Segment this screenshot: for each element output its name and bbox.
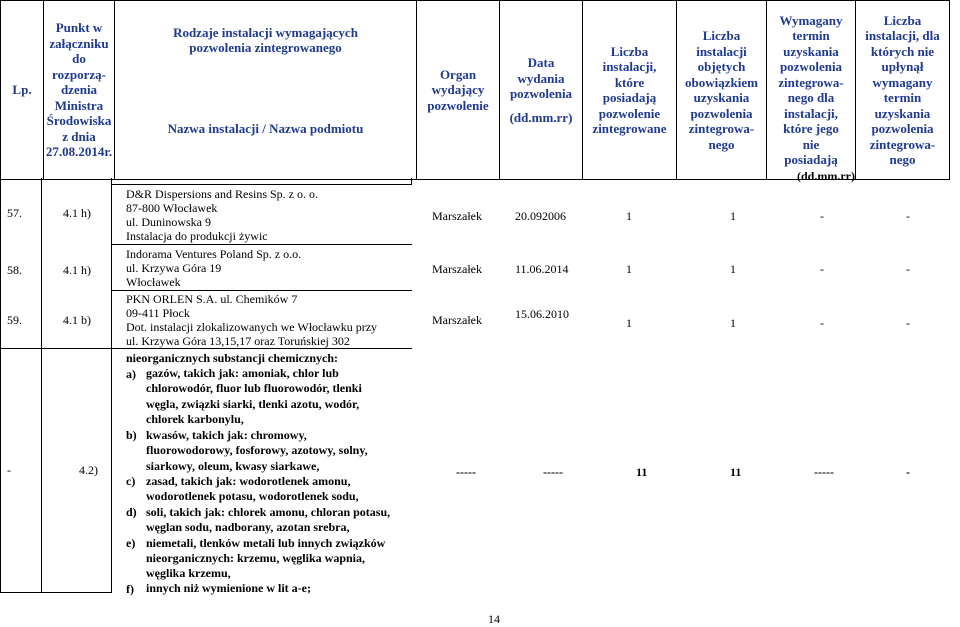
row-58-date: 11.06.2014 xyxy=(515,262,569,276)
row-58-name-1: Indorama Ventures Poland Sp. z o.o. xyxy=(126,247,302,261)
item-a-line-4: chlorek karbonylu, xyxy=(146,412,244,426)
header-nazwa: Nazwa instalacji / Nazwa podmiotu xyxy=(167,121,364,137)
row-58-lp: 58. xyxy=(7,263,22,277)
header-wymagany-termin: Wymagany termin uzyskania pozwolenia zintegrowa- nego dla instalacji, które jego nie posiadają xyxy=(767,1,856,180)
header-table xyxy=(0,0,950,180)
row-59-name-4: ul. Krzywa Góra 13,15,17 oraz Toruńskiej 302 xyxy=(126,334,350,348)
header-liczba-posiadajace: Liczba instalacji, które posiadają pozwolenie zintegrowane xyxy=(583,1,677,180)
row-58-organ: Marszałek xyxy=(432,262,482,276)
row-59-lp: 59. xyxy=(7,313,22,327)
row-divider xyxy=(111,290,412,291)
header-liczba-objete: Liczba instalacji objętych obowiązkiem uzyskania pozwolenia zintegrowa- nego xyxy=(677,1,767,180)
header-lp: Lp. xyxy=(1,1,44,180)
row-58-punkt: 4.1 h) xyxy=(63,263,91,277)
row-59-objete: 1 xyxy=(730,316,736,330)
grid-line xyxy=(0,592,112,593)
row-57-nieuplynal: - xyxy=(906,209,910,223)
page-number: 14 xyxy=(488,612,500,626)
item-b-line-1: kwasów, takich jak: chromowy, xyxy=(146,428,307,442)
item-a-line-2: chlorowodór, fluor lub fluorowodór, tlenki xyxy=(146,381,362,395)
item-letter: c) xyxy=(126,474,136,488)
category-intro: nieorganicznych substancji chemicznych: xyxy=(126,351,338,365)
category-date: ----- xyxy=(543,465,563,479)
row-divider xyxy=(111,244,412,245)
header-rodzaj xyxy=(115,1,417,180)
header-organ: Organ wydający pozwolenie xyxy=(417,1,500,180)
grid-line xyxy=(0,178,1,593)
row-57-name-1: D&R Dispersions and Resins Sp. z o. o. xyxy=(126,187,318,201)
row-57-name-4: Instalacja do produkcji żywic xyxy=(126,229,268,243)
row-59-name-1: PKN ORLEN S.A. ul. Chemików 7 xyxy=(126,292,298,306)
item-d-line-2: węglan sodu, nadborany, azotan srebra, xyxy=(146,520,350,534)
category-termin: ----- xyxy=(814,465,834,479)
category-posiadajace: 11 xyxy=(636,465,648,479)
item-letter: a) xyxy=(126,367,136,381)
category-organ: ----- xyxy=(456,465,476,479)
grid-line xyxy=(111,184,412,185)
row-57-date: 20.092006 xyxy=(515,209,566,223)
row-57-name-3: ul. Duninowska 9 xyxy=(126,215,211,229)
item-c-line-1: zasad, takich jak: wodorotlenek amonu, xyxy=(146,474,351,488)
category-objete: 11 xyxy=(730,465,742,479)
row-59-punkt: 4.1 b) xyxy=(63,313,91,327)
item-letter: e) xyxy=(126,536,136,550)
row-57-posiadajace: 1 xyxy=(626,209,632,223)
row-59-termin: - xyxy=(820,316,824,330)
grid-line xyxy=(41,178,42,593)
item-a-line-3: węgla, związki siarki, tlenki azotu, wodór, xyxy=(146,397,360,411)
row-59-name-2: 09-411 Płock xyxy=(126,306,190,320)
row-57-organ: Marszałek xyxy=(432,209,482,223)
item-d-line-1: soli, takich jak: chlorek amonu, chloran potasu, xyxy=(146,505,391,519)
row-59-posiadajace: 1 xyxy=(626,316,632,330)
item-c-line-2: wodorotlenek potasu, wodorotlenek sodu, xyxy=(146,489,359,503)
row-58-termin: - xyxy=(820,262,824,276)
row-59-organ: Marszałek xyxy=(432,313,482,327)
header-data: Data wydania pozwolenia (dd.mm.rr) xyxy=(500,1,583,180)
item-b-line-2: fluorowodorowy, fosforowy, azotowy, solny, xyxy=(146,443,368,457)
row-59-name-3: Dot. instalacji zlokalizowanych we Włocławku przy xyxy=(126,320,378,334)
header-rodzaj-title: Rodzaje instalacji wymagających pozwolenia zintegrowanego xyxy=(173,24,358,55)
row-57-name-2: 87-800 Włocławek xyxy=(126,201,218,215)
category-nieuplynal: - xyxy=(906,465,910,479)
row-58-nieuplynal: - xyxy=(906,262,910,276)
category-lp: - xyxy=(7,463,11,477)
row-57-punkt: 4.1 h) xyxy=(63,206,91,220)
row-58-posiadajace: 1 xyxy=(626,262,632,276)
row-58-objete: 1 xyxy=(730,262,736,276)
row-divider xyxy=(0,348,412,349)
item-f-line-1: innych niż wymienione w lit a-e; xyxy=(146,581,311,595)
item-e-line-1: niemetali, tlenków metali lub innych związków xyxy=(146,536,386,550)
item-letter: b) xyxy=(126,428,137,442)
row-57-lp: 57. xyxy=(7,206,22,220)
item-e-line-2: nieorganicznych: krzemu, węglika wapnia, xyxy=(146,551,365,565)
grid-line xyxy=(111,178,112,593)
row-58-name-3: Włocławek xyxy=(126,275,181,289)
row-57-termin: - xyxy=(820,209,824,223)
row-57-objete: 1 xyxy=(730,209,736,223)
header-punkt: Punkt w załączniku do rozporzą- dzenia Ministra Środowiska z dnia 27.08.2014r. xyxy=(44,1,115,180)
row-59-nieuplynal: - xyxy=(906,316,910,330)
row-59-date: 15.06.2010 xyxy=(515,307,569,321)
item-letter: d) xyxy=(126,505,137,519)
item-b-line-3: siarkowy, oleum, kwasy siarkawe, xyxy=(146,459,320,473)
item-e-line-3: węglika krzemu, xyxy=(146,566,231,580)
category-punkt: 4.2) xyxy=(79,463,98,477)
item-letter: f) xyxy=(126,582,134,596)
item-a-line-1: gazów, takich jak: amoniak, chlor lub xyxy=(146,366,339,380)
header-liczba-nieuplynal: Liczba instalacji, dla których nie upłynął wymagany termin uzyskania pozwolenia zintegrowa- nego xyxy=(856,1,950,180)
wymagany-unit: (dd.mm.rr) xyxy=(797,169,855,183)
row-58-name-2: ul. Krzywa Góra 19 xyxy=(126,261,222,275)
